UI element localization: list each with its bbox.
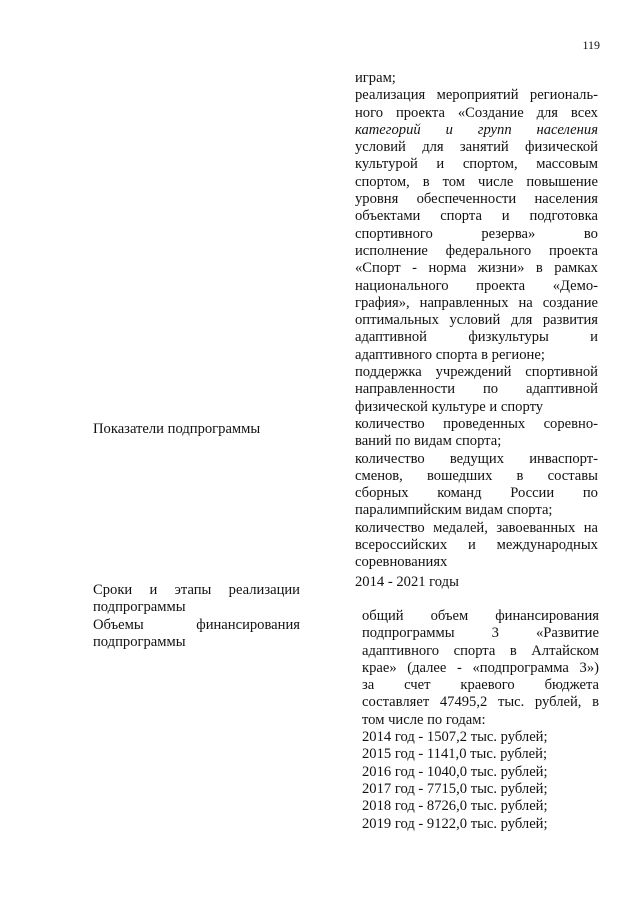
goals-text-line: паралимпийским видам спорта;	[355, 502, 553, 519]
word: проведенных	[443, 415, 526, 432]
word: Сроки	[93, 582, 133, 598]
word: «подпрограмма	[472, 659, 569, 676]
financing-text-line	[362, 608, 599, 625]
goals-text-line	[355, 191, 598, 208]
word: завоеванных	[496, 519, 576, 536]
term-label-line-2: подпрограммы	[93, 599, 186, 616]
word: ведущих	[449, 450, 505, 467]
word: объем	[430, 608, 469, 624]
word: подготовка	[529, 208, 598, 225]
goals-text-line	[355, 87, 598, 104]
word: «Демо-	[552, 277, 598, 294]
word: и	[436, 156, 445, 173]
word: категорий	[355, 121, 421, 138]
word: для	[510, 312, 533, 329]
word: и	[590, 329, 598, 346]
word: во	[583, 225, 598, 242]
goals-text-line	[355, 260, 598, 277]
financing-text-block	[362, 608, 599, 833]
word: «Создание	[457, 104, 524, 121]
word: мероприятий	[436, 87, 519, 104]
goals-text-line	[355, 381, 598, 398]
word: графия»,	[355, 294, 410, 311]
financing-text-line: 2014 год - 1507,2 тыс. рублей;	[362, 729, 548, 746]
word: жизни»	[477, 260, 525, 277]
word: этапы	[174, 582, 212, 598]
word: проекта	[476, 277, 526, 294]
word: числе	[478, 173, 514, 190]
goals-text-block	[355, 70, 598, 572]
word: подпрограммы	[362, 625, 455, 642]
word: Алтайском	[531, 642, 599, 659]
word: реализации	[228, 582, 300, 598]
word: населения	[536, 121, 598, 138]
word: сменов,	[355, 467, 403, 484]
goals-text-line	[355, 451, 598, 468]
word: количество	[355, 450, 425, 467]
word: 3	[491, 625, 499, 642]
word: рублей,	[534, 694, 582, 711]
word: Объемы	[93, 617, 144, 633]
word: для	[536, 104, 559, 121]
goals-text-line: играм;	[355, 70, 396, 86]
goals-text-line	[355, 295, 598, 312]
word: по	[482, 381, 499, 398]
goals-text-line	[355, 416, 598, 433]
goals-text-line	[355, 468, 598, 485]
word: и	[468, 537, 476, 554]
word: населения	[534, 191, 598, 208]
word: бюджета	[544, 677, 599, 694]
word: объектами	[355, 208, 421, 225]
word: финансирования	[196, 617, 300, 633]
goals-text-line	[355, 139, 598, 156]
goals-text-line: физической культуре и спорту	[355, 398, 544, 415]
word: составы	[547, 467, 598, 484]
word: вошедших	[427, 467, 493, 484]
word: сборных	[355, 485, 409, 502]
word: в	[422, 173, 430, 190]
word: России	[510, 485, 555, 502]
word: команд	[437, 485, 482, 502]
goals-text-line	[355, 329, 598, 346]
word: исполнение	[355, 242, 428, 259]
volume-label	[93, 617, 300, 652]
goals-text-line	[355, 243, 598, 260]
word: по	[582, 485, 598, 502]
word: на	[518, 294, 533, 311]
word: групп	[477, 121, 512, 138]
word: реализация	[355, 87, 426, 104]
word: общий	[362, 608, 404, 624]
word: культурой	[355, 156, 418, 173]
goals-text-line	[355, 278, 598, 295]
word: направленности	[355, 381, 456, 398]
word: в	[509, 642, 517, 659]
word: национального	[355, 277, 449, 294]
word: направленных	[419, 294, 509, 311]
word: тыс.	[497, 694, 525, 711]
word: адаптивной	[525, 381, 598, 398]
financing-text-line: том числе по годам:	[362, 711, 486, 728]
word: повышение	[526, 173, 598, 190]
word: проекта	[548, 242, 598, 259]
word: составляет	[362, 694, 430, 711]
term-label	[93, 582, 300, 617]
page-number: 119	[582, 38, 600, 52]
word: медалей,	[433, 519, 488, 536]
financing-text-line: 2017 год - 7715,0 тыс. рублей;	[362, 780, 548, 797]
goals-text-line	[355, 520, 598, 537]
word: поддержка	[355, 364, 422, 381]
word: 47495,2	[439, 694, 488, 711]
word: создание	[542, 294, 598, 311]
word: на	[583, 519, 598, 536]
word: том	[442, 173, 466, 190]
volume-label-line-2: подпрограммы	[93, 634, 186, 651]
financing-text-line: 2015 год - 1141,0 тыс. рублей;	[362, 746, 548, 763]
word: (далее	[407, 659, 447, 676]
financing-text-line	[362, 660, 599, 677]
financing-text-line: 2019 год - 9122,0 тыс. рублей;	[362, 815, 548, 832]
goals-text-line	[355, 485, 598, 502]
word: физкультуры	[468, 329, 549, 346]
word: проекта	[395, 104, 445, 121]
financing-text-line	[362, 625, 599, 642]
word: соревно-	[543, 415, 598, 432]
word: региональ-	[529, 87, 598, 104]
word: спортом,	[462, 156, 518, 173]
word: для	[422, 139, 444, 156]
financing-text-line: 2016 год - 1040,0 тыс. рублей;	[362, 763, 548, 780]
word: -	[457, 659, 462, 676]
word: спорта	[453, 642, 496, 659]
word: в	[516, 467, 524, 484]
word: в	[535, 260, 543, 277]
financing-text-line: 2018 год - 8726,0 тыс. рублей;	[362, 798, 548, 815]
word: 3»)	[579, 659, 599, 676]
term-label-line-1	[93, 582, 300, 599]
word: «Спорт	[355, 260, 401, 277]
goals-text-line	[355, 364, 598, 381]
goals-text-line	[355, 226, 598, 243]
word: федерального	[445, 242, 532, 259]
word: условий	[355, 139, 406, 156]
volume-label-line-1	[93, 617, 300, 634]
word: краевого	[460, 677, 515, 694]
financing-text-line	[362, 677, 599, 694]
goals-text-line: адаптивного спорта в регионе;	[355, 346, 545, 363]
goals-text-line	[355, 105, 598, 122]
financing-text-line	[362, 643, 599, 660]
word: спортивной	[525, 364, 598, 381]
word: обеспеченности	[416, 191, 517, 208]
word: ного	[355, 104, 384, 121]
term-value: 2014 - 2021 годы	[355, 574, 459, 590]
word: и	[149, 582, 158, 598]
word: и	[445, 121, 453, 138]
word: оптимальных	[355, 312, 439, 329]
word: крае»	[362, 659, 397, 676]
goals-text-line	[355, 208, 598, 225]
word: рамках	[554, 260, 598, 277]
indicators-label: Показатели подпрограммы	[93, 421, 261, 437]
word: адаптивного	[362, 642, 440, 659]
word: в	[592, 694, 599, 711]
word: уровня	[355, 191, 399, 208]
word: спортом,	[355, 173, 410, 190]
word: всероссийских	[355, 537, 448, 554]
word: количество	[355, 519, 425, 536]
word: учреждений	[435, 364, 512, 381]
word: адаптивной	[355, 329, 427, 346]
word: счет	[404, 677, 431, 694]
financing-text-line	[362, 694, 599, 711]
word: спортивного	[355, 225, 433, 242]
goals-text-line	[355, 537, 598, 554]
goals-text-line	[355, 174, 598, 191]
word: норма	[428, 260, 467, 277]
goals-text-line: соревнованиях	[355, 554, 448, 571]
goals-text-line	[355, 156, 598, 173]
word: за	[362, 677, 375, 694]
word: спорта	[440, 208, 482, 225]
word: финансирования	[495, 608, 599, 624]
word: инваспорт-	[529, 450, 598, 467]
word: занятий	[459, 139, 509, 156]
word: всех	[570, 104, 598, 121]
word: международных	[496, 537, 598, 554]
goals-text-line	[355, 122, 598, 139]
word: резерва»	[481, 225, 536, 242]
word: физической	[525, 139, 598, 156]
word: «Развитие	[535, 625, 599, 642]
word: условий	[449, 312, 501, 329]
goals-text-line: ваний по видам спорта;	[355, 433, 502, 450]
goals-text-line	[355, 312, 598, 329]
word: -	[412, 260, 417, 277]
word: массовым	[536, 156, 598, 173]
word: развития	[542, 312, 598, 329]
word: и	[501, 208, 510, 225]
word: количество	[355, 415, 425, 432]
